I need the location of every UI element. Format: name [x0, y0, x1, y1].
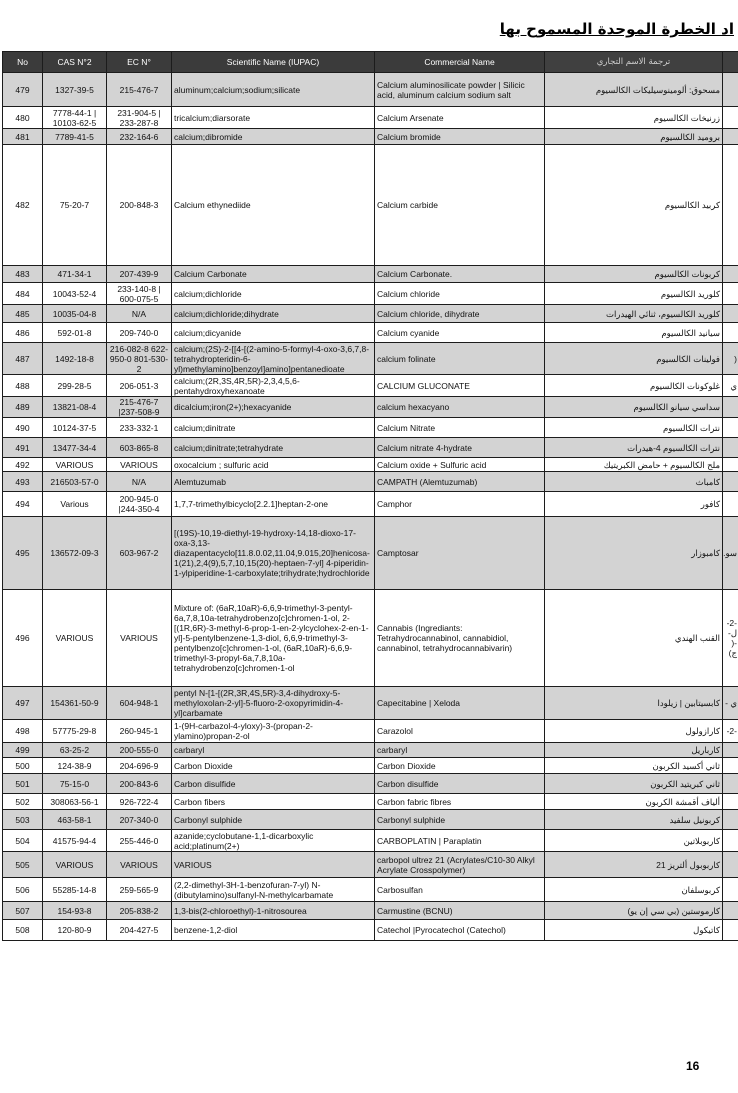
row-number: 499	[3, 743, 43, 758]
page-number: 16	[686, 1059, 700, 1073]
row-number: 484	[3, 283, 43, 305]
scientific-name: Carbon fibers	[172, 794, 375, 810]
scientific-name: [(19S)-10,19-diethyl-19-hydroxy-14,18-dioxo-17-oxa-3,13-diazapentacyclo[11.8.0.02,11.04,9.015,20]henicosa-1(21),2,4(9),5,7,10,15(20)-heptaen-7-yl] 4-piperidin-1-ylpiperidine-1-carboxylate;trihydrate;hydrochloride	[172, 517, 375, 590]
edge-text	[723, 878, 738, 902]
edge-text	[723, 492, 738, 517]
commercial-name: CAMPATH (Alemtuzumab)	[375, 472, 545, 492]
arabic-name: فولينات الكالسيوم	[545, 343, 723, 375]
cas-number: 75-20-7	[43, 145, 107, 266]
ec-number: 207-439-9	[107, 266, 172, 283]
commercial-name: CALCIUM GLUCONATE	[375, 375, 545, 397]
scientific-name: benzene-1,2-diol	[172, 920, 375, 941]
edge-text	[723, 129, 738, 145]
commercial-name: Calcium cyanide	[375, 323, 545, 343]
scientific-name: calcium;dibromide	[172, 129, 375, 145]
row-number: 495	[3, 517, 43, 590]
table-row	[3, 343, 738, 375]
hazardous-materials-table	[2, 51, 738, 941]
arabic-name: نترات الكالسيوم	[545, 418, 723, 438]
row-number: 491	[3, 438, 43, 458]
arabic-name: كلوريد الكالسيوم، ثنائي الهيدرات	[545, 305, 723, 323]
cas-number: 299-28-5	[43, 375, 107, 397]
edge-text	[723, 794, 738, 810]
ec-number: VARIOUS	[107, 852, 172, 878]
ec-number: 206-051-3	[107, 375, 172, 397]
cas-number: 10035-04-8	[43, 305, 107, 323]
table-row	[3, 794, 738, 810]
edge-text	[723, 458, 738, 472]
table-row	[3, 305, 738, 323]
arabic-name: ثاني كبريتيد الكربون	[545, 774, 723, 794]
cas-number: 1492-18-8	[43, 343, 107, 375]
row-number: 489	[3, 397, 43, 418]
header-ec: EC N°	[107, 52, 172, 73]
commercial-name: Calcium aluminosilicate powder | Silicic acid, aluminum calcium sodium salt	[375, 73, 545, 107]
ec-number: 233-140-8 | 600-075-5	[107, 283, 172, 305]
cas-number: 136572-09-3	[43, 517, 107, 590]
edge-text	[723, 902, 738, 920]
edge-text: -2- ل- -( ج)	[723, 590, 738, 687]
commercial-name: Calcium Nitrate	[375, 418, 545, 438]
table-row	[3, 145, 738, 266]
table-row	[3, 830, 738, 852]
commercial-name: calcium hexacyano	[375, 397, 545, 418]
scientific-name: Carbon disulfide	[172, 774, 375, 794]
arabic-name: كامباث	[545, 472, 723, 492]
table-row	[3, 743, 738, 758]
arabic-name: زرنيخات الكالسيوم	[545, 107, 723, 129]
table-row	[3, 687, 738, 720]
cas-number: 7789-41-5	[43, 129, 107, 145]
cas-number: 308063-56-1	[43, 794, 107, 810]
table-row	[3, 810, 738, 830]
table-row	[3, 920, 738, 941]
row-number: 492	[3, 458, 43, 472]
ec-number: VARIOUS	[107, 458, 172, 472]
table-row	[3, 397, 738, 418]
scientific-name: calcium;dinitrate	[172, 418, 375, 438]
arabic-name: نترات الكالسيوم 4-هيدرات	[545, 438, 723, 458]
ec-number: 209-740-0	[107, 323, 172, 343]
arabic-name: كربونيل سلفيد	[545, 810, 723, 830]
scientific-name: 1,7,7-trimethylbicyclo[2.2.1]heptan-2-one	[172, 492, 375, 517]
commercial-name: Catechol |Pyrocatechol (Catechol)	[375, 920, 545, 941]
cas-number: 10124-37-5	[43, 418, 107, 438]
row-number: 486	[3, 323, 43, 343]
edge-text	[723, 145, 738, 266]
commercial-name: Carmustine (BCNU)	[375, 902, 545, 920]
table-row	[3, 418, 738, 438]
commercial-name: Carbon disulfide	[375, 774, 545, 794]
arabic-name: كارازولول	[545, 720, 723, 743]
ec-number: 259-565-9	[107, 878, 172, 902]
commercial-name: carbopol ultrez 21 (Acrylates/C10-30 Alkyl Acrylate Crosspolymer)	[375, 852, 545, 878]
row-number: 501	[3, 774, 43, 794]
row-number: 493	[3, 472, 43, 492]
arabic-name: بروميد الكالسيوم	[545, 129, 723, 145]
edge-text	[723, 472, 738, 492]
row-number: 480	[3, 107, 43, 129]
arabic-name: غلوكونات الكالسيوم	[545, 375, 723, 397]
ec-number: 603-967-2	[107, 517, 172, 590]
table-row	[3, 438, 738, 458]
table-row	[3, 266, 738, 283]
arabic-name: كافور	[545, 492, 723, 517]
scientific-name: calcium;(2R,3S,4R,5R)-2,3,4,5,6-pentahydroxyhexanoate	[172, 375, 375, 397]
cas-number: 154361-50-9	[43, 687, 107, 720]
edge-text	[723, 418, 738, 438]
commercial-name: Calcium Carbonate.	[375, 266, 545, 283]
cas-number: 1327-39-5	[43, 73, 107, 107]
row-number: 481	[3, 129, 43, 145]
table-row	[3, 852, 738, 878]
cas-number: 10043-52-4	[43, 283, 107, 305]
row-number: 507	[3, 902, 43, 920]
scientific-name: Calcium ethynediide	[172, 145, 375, 266]
row-number: 500	[3, 758, 43, 774]
arabic-name: سيانيد الكالسيوم	[545, 323, 723, 343]
scientific-name: azanide;cyclobutane-1,1-dicarboxylic acid;platinum(2+)	[172, 830, 375, 852]
arabic-name: ألياف أقمشة الكربون	[545, 794, 723, 810]
row-number: 505	[3, 852, 43, 878]
arabic-name: ملح الكالسيوم + حامض الكبريتيك	[545, 458, 723, 472]
table-row	[3, 878, 738, 902]
edge-text	[723, 305, 738, 323]
table-row	[3, 458, 738, 472]
header-cas: CAS N°2	[43, 52, 107, 73]
ec-number: 205-838-2	[107, 902, 172, 920]
edge-text	[723, 283, 738, 305]
scientific-name: tricalcium;diarsorate	[172, 107, 375, 129]
commercial-name: Carbon fabric fibres	[375, 794, 545, 810]
cas-number: 216503-57-0	[43, 472, 107, 492]
row-number: 496	[3, 590, 43, 687]
commercial-name: Camphor	[375, 492, 545, 517]
edge-text	[723, 397, 738, 418]
commercial-name: Calcium nitrate 4-hydrate	[375, 438, 545, 458]
edge-text	[723, 323, 738, 343]
arabic-name: كاربوبول ألتريز 21	[545, 852, 723, 878]
header-row	[3, 52, 738, 73]
row-number: 503	[3, 810, 43, 830]
ec-number: N/A	[107, 472, 172, 492]
commercial-name: Calcium oxide + Sulfuric acid	[375, 458, 545, 472]
arabic-name: كابسيتابين | زيلودا	[545, 687, 723, 720]
ec-number: 926-722-4	[107, 794, 172, 810]
arabic-name: كربيد الكالسيوم	[545, 145, 723, 266]
ec-number: 603-865-8	[107, 438, 172, 458]
ec-number: 255-446-0	[107, 830, 172, 852]
table-row	[3, 902, 738, 920]
scientific-name: (2,2-dimethyl-3H-1-benzofuran-7-yl) N-(dibutylamino)sulfanyl-N-methylcarbamate	[172, 878, 375, 902]
scientific-name: Alemtuzumab	[172, 472, 375, 492]
cas-number: VARIOUS	[43, 852, 107, 878]
scientific-name: 1,3-bis(2-chloroethyl)-1-nitrosourea	[172, 902, 375, 920]
row-number: 506	[3, 878, 43, 902]
ec-number: 215-476-7 |237-508-9	[107, 397, 172, 418]
scientific-name: calcium;dinitrate;tetrahydrate	[172, 438, 375, 458]
table-row	[3, 375, 738, 397]
edge-text	[723, 920, 738, 941]
cas-number: 592-01-8	[43, 323, 107, 343]
ec-number: 200-945-0 |244-350-4	[107, 492, 172, 517]
commercial-name: Calcium carbide	[375, 145, 545, 266]
arabic-name: كاربوبلاتين	[545, 830, 723, 852]
arabic-name: كاتيكول	[545, 920, 723, 941]
ec-number: 207-340-0	[107, 810, 172, 830]
scientific-name: Carbonyl sulphide	[172, 810, 375, 830]
commercial-name: CARBOPLATIN | Paraplatin	[375, 830, 545, 852]
header-scientific-name: Scientific Name (IUPAC)	[172, 52, 375, 73]
commercial-name: Calcium bromide	[375, 129, 545, 145]
cas-number: 55285-14-8	[43, 878, 107, 902]
edge-text	[723, 830, 738, 852]
scientific-name: calcium;dichloride;dihydrate	[172, 305, 375, 323]
cas-number: 13821-08-4	[43, 397, 107, 418]
commercial-name: Camptosar	[375, 517, 545, 590]
commercial-name: calcium folinate	[375, 343, 545, 375]
scientific-name: calcium;dicyanide	[172, 323, 375, 343]
row-number: 494	[3, 492, 43, 517]
table-row	[3, 73, 738, 107]
commercial-name: Cannabis (Ingrediants: Tetrahydrocannabinol, cannabidiol, cannabinol, tetrahydrocannabivarin)	[375, 590, 545, 687]
table-row	[3, 758, 738, 774]
row-number: 502	[3, 794, 43, 810]
arabic-name: مسحوق: ألومينوسيليكات الكالسيوم	[545, 73, 723, 107]
table-row	[3, 517, 738, 590]
commercial-name: Calcium chloride, dihydrate	[375, 305, 545, 323]
cas-number: VARIOUS	[43, 590, 107, 687]
cas-number: 471-34-1	[43, 266, 107, 283]
cas-number: 7778-44-1 | 10103-62-5	[43, 107, 107, 129]
ec-number: 215-476-7	[107, 73, 172, 107]
edge-text	[723, 438, 738, 458]
arabic-name: كارباريل	[545, 743, 723, 758]
table-row	[3, 774, 738, 794]
scientific-name: VARIOUS	[172, 852, 375, 878]
table-row	[3, 720, 738, 743]
table-row	[3, 590, 738, 687]
edge-text	[723, 73, 738, 107]
edge-text	[723, 810, 738, 830]
commercial-name: Calcium Arsenate	[375, 107, 545, 129]
edge-text	[723, 852, 738, 878]
header-no: No	[3, 52, 43, 73]
scientific-name: calcium;dichloride	[172, 283, 375, 305]
row-number: 485	[3, 305, 43, 323]
commercial-name: carbaryl	[375, 743, 545, 758]
cas-number: 124-38-9	[43, 758, 107, 774]
page-title: اد الخطرة الموحدة المسموح بها	[499, 20, 734, 38]
arabic-name: كلوريد الكالسيوم	[545, 283, 723, 305]
cas-number: Various	[43, 492, 107, 517]
scientific-name: Carbon Dioxide	[172, 758, 375, 774]
edge-text	[723, 266, 738, 283]
edge-text: (	[723, 343, 738, 375]
ec-number: N/A	[107, 305, 172, 323]
cas-number: 63-25-2	[43, 743, 107, 758]
ec-number: 232-164-6	[107, 129, 172, 145]
table-body	[3, 73, 738, 941]
scientific-name: pentyl N-[1-[(2R,3R,4S,5R)-3,4-dihydroxy-5-methyloxolan-2-yl]-5-fluoro-2-oxopyrimidin-4-yl]carbamate	[172, 687, 375, 720]
cas-number: 41575-94-4	[43, 830, 107, 852]
row-number: 508	[3, 920, 43, 941]
arabic-name: كربوسلفان	[545, 878, 723, 902]
cas-number: 154-93-8	[43, 902, 107, 920]
edge-text	[723, 774, 738, 794]
cas-number: VARIOUS	[43, 458, 107, 472]
commercial-name: Carbosulfan	[375, 878, 545, 902]
ec-number: 204-696-9	[107, 758, 172, 774]
arabic-name: كربونات الكالسيوم	[545, 266, 723, 283]
arabic-name: سداسي سيانو الكالسيوم	[545, 397, 723, 418]
ec-number: 216-082-8 622-950-0 801-530-2	[107, 343, 172, 375]
edge-text	[723, 743, 738, 758]
table-row	[3, 472, 738, 492]
table-row	[3, 323, 738, 343]
scientific-name: Calcium Carbonate	[172, 266, 375, 283]
scientific-name: 1-(9H-carbazol-4-yloxy)-3-(propan-2-ylamino)propan-2-ol	[172, 720, 375, 743]
header-edge	[723, 52, 738, 73]
ec-number: 604-948-1	[107, 687, 172, 720]
cas-number: 13477-34-4	[43, 438, 107, 458]
header-commercial-name: Commercial Name	[375, 52, 545, 73]
row-number: 490	[3, 418, 43, 438]
row-number: 497	[3, 687, 43, 720]
edge-text: سو.	[723, 517, 738, 590]
row-number: 498	[3, 720, 43, 743]
edge-text	[723, 758, 738, 774]
scientific-name: calcium;(2S)-2-[[4-[(2-amino-5-formyl-4-oxo-3,6,7,8-tetrahydropteridin-6-yl)methylamino]benzoyl]amino]pentanedioate	[172, 343, 375, 375]
scientific-name: oxocalcium ; sulfuric acid	[172, 458, 375, 472]
commercial-name: Carbonyl sulphide	[375, 810, 545, 830]
row-number: 479	[3, 73, 43, 107]
table-row	[3, 107, 738, 129]
ec-number: VARIOUS	[107, 590, 172, 687]
edge-text: ي	[723, 375, 738, 397]
ec-number: 200-848-3	[107, 145, 172, 266]
commercial-name: Calcium chloride	[375, 283, 545, 305]
scientific-name: carbaryl	[172, 743, 375, 758]
row-number: 483	[3, 266, 43, 283]
ec-number: 260-945-1	[107, 720, 172, 743]
header-arabic-translation: ترجمة الاسم التجاري	[545, 52, 723, 73]
arabic-name: كارموستين (بي سي إن يو)	[545, 902, 723, 920]
arabic-name: القنب الهندي	[545, 590, 723, 687]
commercial-name: Carazolol	[375, 720, 545, 743]
edge-text: ي -	[723, 687, 738, 720]
ec-number: 204-427-5	[107, 920, 172, 941]
ec-number: 233-332-1	[107, 418, 172, 438]
cas-number: 463-58-1	[43, 810, 107, 830]
row-number: 482	[3, 145, 43, 266]
row-number: 504	[3, 830, 43, 852]
row-number: 487	[3, 343, 43, 375]
table-row	[3, 129, 738, 145]
ec-number: 200-555-0	[107, 743, 172, 758]
row-number: 488	[3, 375, 43, 397]
scientific-name: Mixture of: (6aR,10aR)-6,6,9-trimethyl-3-pentyl-6a,7,8,10a-tetrahydrobenzo[c]chromen-1-ol, 2-[(1R,6R)-3-methyl-6-prop-1-en-2-ylcyclohex-2-en-1-yl]-5-pentylbenzene-1,3-diol, 6,6,9-trimethyl-3-pentylbenzo[c]chromen-1-ol, (6aR,10aR)-6,6,9-trimethyl-3-propyl-6a,7,8,10a-tetrahydrobenzo[c]chromen-1-ol	[172, 590, 375, 687]
table-row	[3, 283, 738, 305]
table-row	[3, 492, 738, 517]
cas-number: 75-15-0	[43, 774, 107, 794]
scientific-name: aluminum;calcium;sodium;silicate	[172, 73, 375, 107]
cas-number: 57775-29-8	[43, 720, 107, 743]
scientific-name: dicalcium;iron(2+);hexacyanide	[172, 397, 375, 418]
cas-number: 120-80-9	[43, 920, 107, 941]
commercial-name: Capecitabine | Xeloda	[375, 687, 545, 720]
ec-number: 200-843-6	[107, 774, 172, 794]
ec-number: 231-904-5 | 233-287-8	[107, 107, 172, 129]
edge-text	[723, 107, 738, 129]
arabic-name: ثاني أكسيد الكربون	[545, 758, 723, 774]
edge-text: -2-	[723, 720, 738, 743]
arabic-name: كامبوزار	[545, 517, 723, 590]
commercial-name: Carbon Dioxide	[375, 758, 545, 774]
